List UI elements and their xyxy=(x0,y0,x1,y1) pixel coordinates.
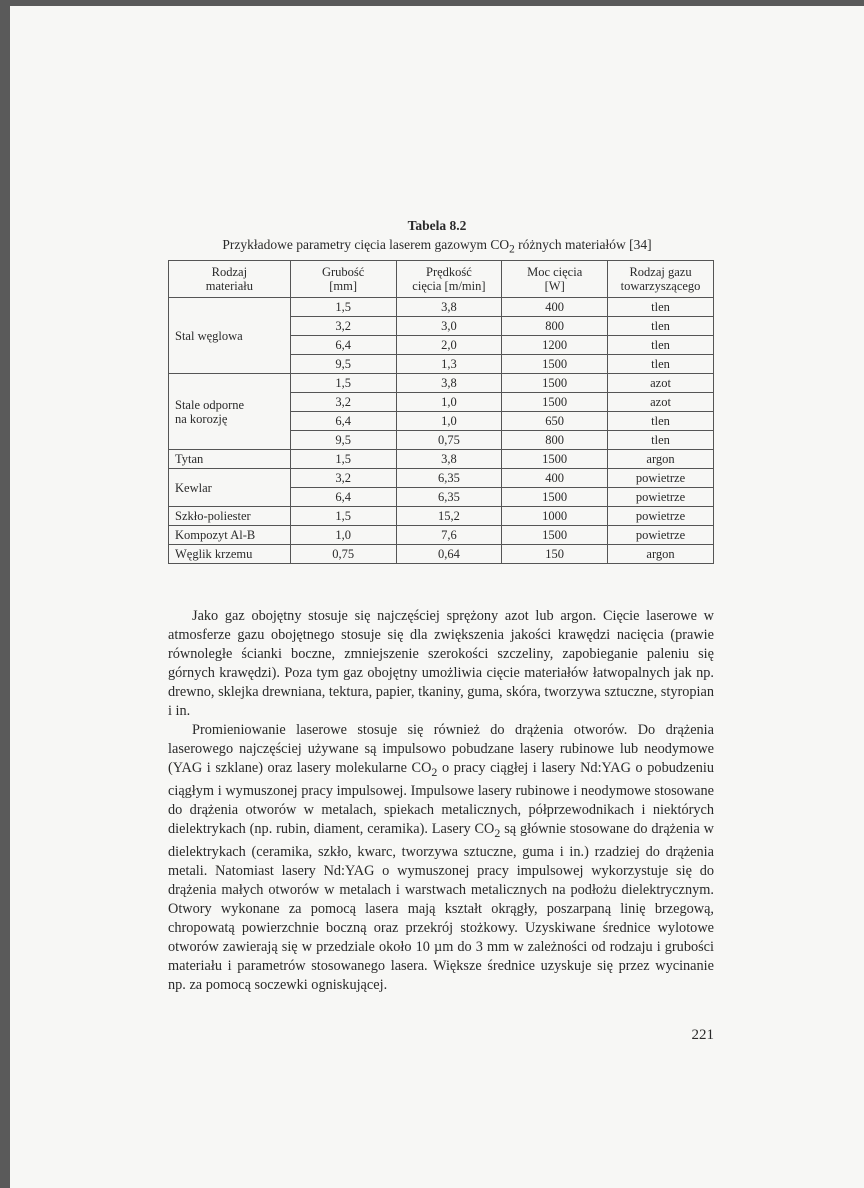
table-cell: tlen xyxy=(608,412,714,431)
table-cell: tlen xyxy=(608,355,714,374)
table-cell: argon xyxy=(608,545,714,564)
material-cell: Szkło-poliester xyxy=(169,507,291,526)
table-cell: 7,6 xyxy=(396,526,502,545)
table-header-row xyxy=(169,261,714,298)
table-row xyxy=(169,545,714,564)
table-cell: powietrze xyxy=(608,469,714,488)
material-cell: Węglik krzemu xyxy=(169,545,291,564)
table-cell: 1500 xyxy=(502,355,608,374)
table-cell: powietrze xyxy=(608,526,714,545)
column-header: Grubość [mm] xyxy=(290,261,396,298)
page-number: 221 xyxy=(691,1027,714,1043)
document-page xyxy=(10,6,864,1188)
table-cell: 1,3 xyxy=(396,355,502,374)
table-cell: powietrze xyxy=(608,507,714,526)
table-cell: 3,0 xyxy=(396,317,502,336)
table-cell: 6,35 xyxy=(396,469,502,488)
table-cell: 6,4 xyxy=(290,336,396,355)
table-cell: 1,5 xyxy=(290,450,396,469)
material-cell: Kompozyt Al-B xyxy=(169,526,291,545)
table-cell: tlen xyxy=(608,298,714,317)
table-cell: 1,5 xyxy=(290,374,396,393)
table-cell: 800 xyxy=(502,431,608,450)
table-cell: 6,4 xyxy=(290,488,396,507)
table-cell: 2,0 xyxy=(396,336,502,355)
table-row xyxy=(169,298,714,317)
table-cell: 150 xyxy=(502,545,608,564)
table-cell: 1500 xyxy=(502,488,608,507)
table-cell: 3,8 xyxy=(396,298,502,317)
laser-cutting-parameters-table xyxy=(168,260,714,564)
table-cell: 400 xyxy=(502,469,608,488)
table-row xyxy=(169,507,714,526)
table-row xyxy=(169,374,714,393)
table-cell: tlen xyxy=(608,431,714,450)
table-cell: 0,64 xyxy=(396,545,502,564)
table-cell: 15,2 xyxy=(396,507,502,526)
body-text xyxy=(168,607,714,995)
table-cell: argon xyxy=(608,450,714,469)
material-cell: Tytan xyxy=(169,450,291,469)
table-cell: 6,4 xyxy=(290,412,396,431)
table-cell: 1200 xyxy=(502,336,608,355)
column-header: Rodzaj gazu towarzyszącego xyxy=(608,261,714,298)
table-row xyxy=(169,526,714,545)
table-cell: 0,75 xyxy=(396,431,502,450)
table-cell: tlen xyxy=(608,317,714,336)
table-cell: 1500 xyxy=(502,450,608,469)
table-cell: 400 xyxy=(502,298,608,317)
table-cell: 3,2 xyxy=(290,317,396,336)
table-cell: 650 xyxy=(502,412,608,431)
table-row xyxy=(169,450,714,469)
column-header: Prędkość cięcia [m/min] xyxy=(396,261,502,298)
table-cell: powietrze xyxy=(608,488,714,507)
body-paragraph: Jako gaz obojętny stosuje się najczęściej sprężony azot lub argon. Cięcie laserowe w atmosferze gazu obojętnego stosuje się dla zwiększenia jakości krawędzi nacięcia (prawie równoległe ścianki boczne, zmniejszenie szerokości szczeliny, zapobieganie paleniu się górnych krawędzi). Poza tym gaz obojętny umożliwia cięcie materiałów łatwopalnych jak np. drewno, sklejka drewniana, tektura, papier, tkaniny, guma, skóra, tworzywa sztuczne, styropian i in. xyxy=(168,608,714,719)
material-cell: Stal węglowa xyxy=(169,298,291,374)
table-cell: 1,0 xyxy=(396,393,502,412)
table-cell: 3,2 xyxy=(290,469,396,488)
table-cell: 3,8 xyxy=(396,450,502,469)
table-cell: 3,2 xyxy=(290,393,396,412)
material-cell: Kewlar xyxy=(169,469,291,507)
table-cell: 800 xyxy=(502,317,608,336)
table-caption-title: Tabela 8.2 xyxy=(407,218,467,233)
material-cell: Stale odporne na korozję xyxy=(169,374,291,450)
table-cell: 0,75 xyxy=(290,545,396,564)
table-cell: 1500 xyxy=(502,393,608,412)
table-cell: 1,0 xyxy=(396,412,502,431)
table-cell: tlen xyxy=(608,336,714,355)
table-cell: azot xyxy=(608,393,714,412)
column-header: Moc cięcia [W] xyxy=(502,261,608,298)
table-cell: azot xyxy=(608,374,714,393)
column-header: Rodzaj materiału xyxy=(169,261,291,298)
table-cell: 6,35 xyxy=(396,488,502,507)
table-row xyxy=(169,469,714,488)
table-cell: 9,5 xyxy=(290,431,396,450)
table-cell: 1500 xyxy=(502,374,608,393)
table-cell: 1500 xyxy=(502,526,608,545)
table-cell: 9,5 xyxy=(290,355,396,374)
table-cell: 1,5 xyxy=(290,298,396,317)
table-cell: 1,5 xyxy=(290,507,396,526)
table-cell: 1,0 xyxy=(290,526,396,545)
body-paragraph: Promieniowanie laserowe stosuje się również do drążenia otworów. Do drążenia laserowego najczęściej używane są impulsowo pobudzane lasery rubinowe lub neodymowe (YAG i szklane) oraz lasery molekularne $CO_2$ o pracy ciągłej i lasery Nd:YAG o pobudzeniu ciągłym i wymuszonej pracy impulsowej. Impulsowe lasery rubinowe i neodymowe stosowane do drążenia otworów w metalach, spiekach metalicznych, półprzewodnikach i niektórych dielektrykach (np. rubin, diament, ceramika). Lasery $CO_2$ są głównie stosowane do drążenia w dielektrykach (ceramika, szkło, kwarc, tworzywa sztuczne, guma i in.) rzadziej do drążenia metali. Natomiast lasery Nd:YAG o wymuszonej pracy impulsowej wykorzystuje się do drążenia małych otworów w metalach i warstwach metalicznych na podłożu dielektrycznym. Otwory wykonane za pomocą lasera mają kształt okrągły, poszarpaną linię brzegową, chropowatą powierzchnie boczną oraz przekrój stożkowy. Uzyskiwane średnice wylotowe otworów zawierają się w przedziale około 10 µm do 3 mm w zależności od rodzaju i grubości materiału i parametrów stosowanego lasera. Większe średnice uzyskuje się przez wycinanie np. za pomocą soczewki ogniskującej. xyxy=(168,722,714,993)
table-caption-subtitle: Przykładowe parametry cięcia laserem gazowym $CO_2$ różnych materiałów [34] xyxy=(222,237,652,256)
table-cell: 3,8 xyxy=(396,374,502,393)
table-cell: 1000 xyxy=(502,507,608,526)
